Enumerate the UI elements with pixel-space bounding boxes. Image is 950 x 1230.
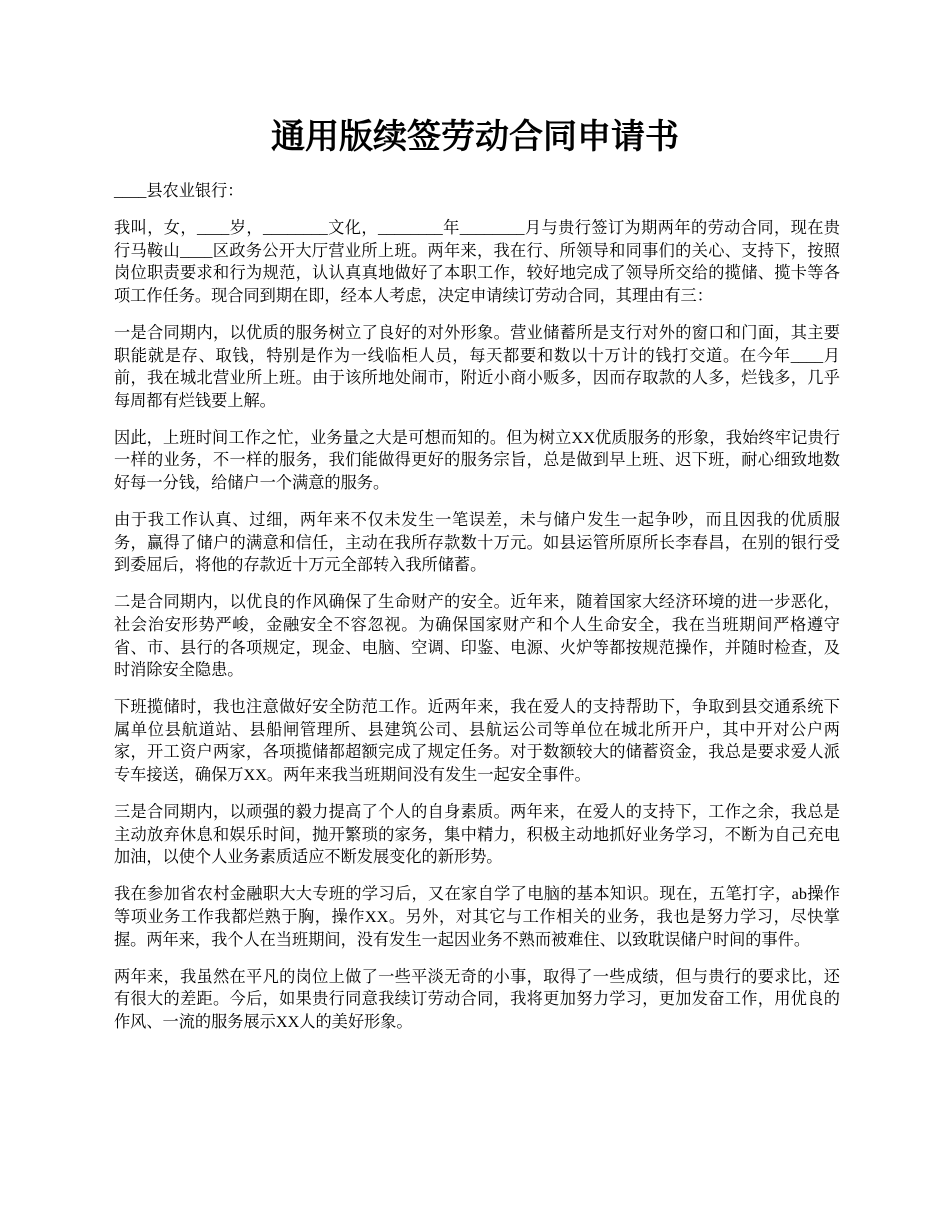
paragraph-conclusion: 两年来，我虽然在平凡的岗位上做了一些平淡无奇的小事，取得了一些成绩，但与贵行的要求比，还有很大的差距。今后，如果贵行同意我续订劳动合同，我将更加努力学习，更加发奋工作，用优良的作风、一流的服务展示XX人的美好形象。 xyxy=(114,967,840,1031)
paragraph-reason-three: 三是合同期内，以顽强的毅力提高了个人的自身素质。两年来，在爱人的支持下，工作之余，我总是主动放弃休息和娱乐时间，抛开繁琐的家务，集中精力，积极主动地抓好业务学习，不断为自己充电加油，以使个人业务素质适应不断发展变化的新形势。 xyxy=(114,803,840,867)
paragraph-reason-one: 一是合同期内，以优质的服务树立了良好的对外形象。营业储蓄所是支行对外的窗口和门面，其主要职能就是存、取钱，特别是作为一线临柜人员，每天都要和数以十万计的钱打交道。在今年____月前，我在城北营业所上班。由于该所地处闹市，附近小商小贩多，因而存取款的人多，烂钱多，几乎每周都有烂钱要上解。 xyxy=(114,323,840,410)
paragraph-intro: 我叫，女，____岁，________文化，________年________月与贵行签订为期两年的劳动合同，现在贵行马鞍山____区政务公开大厅营业所上班。两年来，我在行、所领导和同事们的关心、支持下，按照岗位职责要求和行为规范，认认真真地做好了本职工作，较好地完成了领导所交给的揽储、揽卡等各项工作任务。现合同到期在即，经本人考虑，决定申请续订劳动合同，其理由有三： xyxy=(114,219,840,305)
paragraph-service-image: 因此，上班时间工作之忙，业务量之大是可想而知的。但为树立XX优质服务的形象，我始终牢记贵行一样的业务，不一样的服务，我们能做得更好的服务宗旨，总是做到早上班、迟下班，耐心细致地数好每一分钱，给储户一个满意的服务。 xyxy=(114,428,840,493)
salutation: ____县农业银行： xyxy=(114,182,244,200)
paragraph-customer-trust: 由于我工作认真、过细，两年来不仅未发生一笔误差，未与储户发生一起争吵，而且因我的优质服务，赢得了储户的满意和信任，主动在我所存款数十万元。如县运管所原所长李春昌，在别的银行受到委屈后，将他的存款近十万元全部转入我所储蓄。 xyxy=(114,511,840,575)
paragraph-reason-two: 二是合同期内，以优良的作风确保了生命财产的安全。近年来，随着国家大经济环境的进一步恶化，社会治安形势严峻，金融安全不容忽视。为确保国家财产和个人生命安全，我在当班期间严格遵守省、市、县行的各项规定，现金、电脑、空调、印鉴、电源、火炉等都按规范操作，并随时检查，及时消除安全隐患。 xyxy=(114,593,840,680)
paragraph-study: 我在参加省农村金融职大大专班的学习后，又在家自学了电脑的基本知识。现在，五笔打字，ab操作等项业务工作我都烂熟于胸，操作XX。另外，对其它与工作相关的业务，我也是努力学习，尽快掌握。两年来，我个人在当班期间，没有发生一起因业务不熟而被难住、以致耽误储户时间的事件。 xyxy=(114,885,840,949)
document-title: 通用版续签劳动合同申请书 xyxy=(271,117,679,157)
document-body xyxy=(114,180,840,1048)
paragraph-safety: 下班揽储时，我也注意做好安全防范工作。近两年来，我在爱人的支持帮助下，争取到县交通系统下属单位县航道站、县船闸管理所、县建筑公司、县航运公司等单位在城北所开户，其中开对公户两家，开工资户两家，各项揽储都超额完成了规定任务。对于数额较大的储蓄资金，我总是要求爱人派专车接送，确保万XX。两年来我当班期间没有发生一起安全事件。 xyxy=(114,698,840,785)
